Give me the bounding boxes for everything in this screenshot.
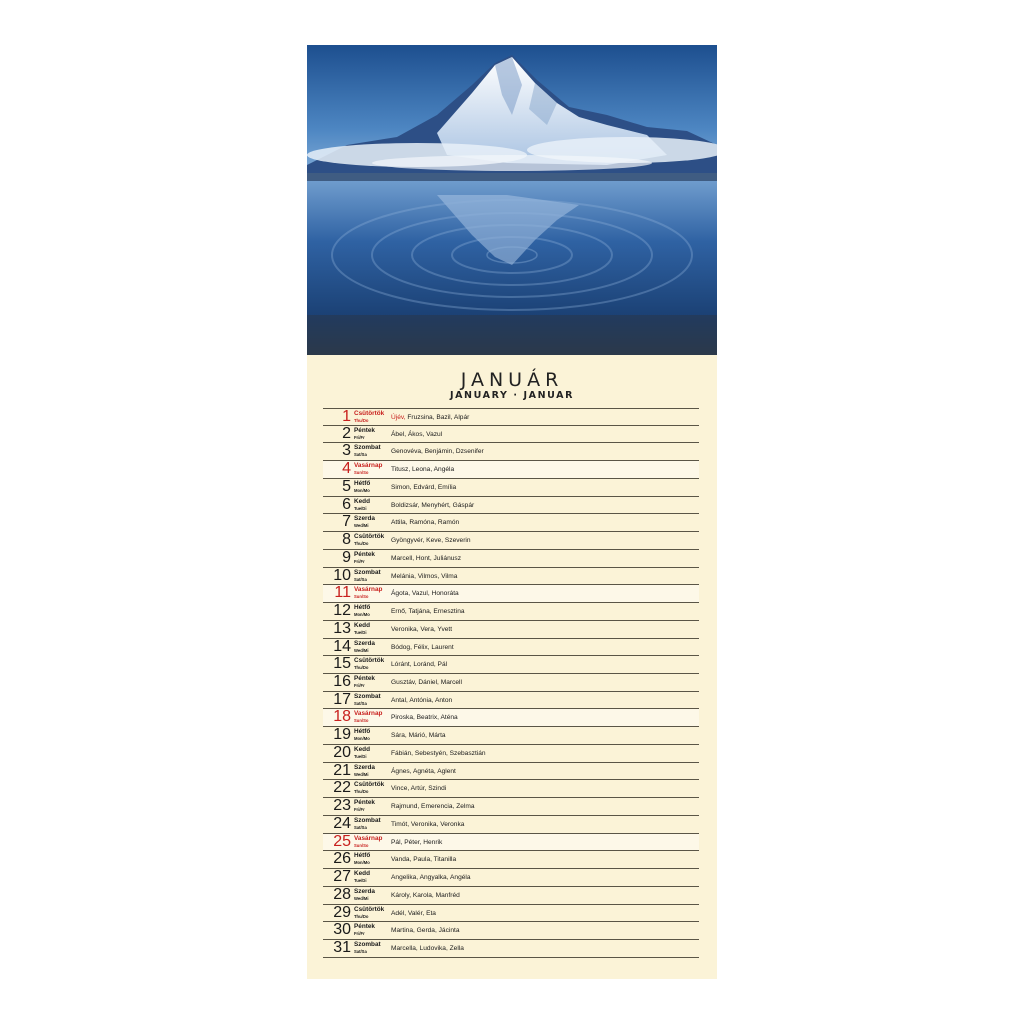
day-row bbox=[323, 692, 699, 710]
day-list bbox=[323, 408, 699, 958]
day-name: Szerda bbox=[354, 887, 375, 895]
name-day-list: Károly, Karola, Manfréd bbox=[391, 891, 460, 899]
day-number: 2 bbox=[342, 424, 351, 442]
day-name: Kedd bbox=[354, 621, 370, 629]
name-days bbox=[391, 483, 456, 492]
day-abbreviation: Fri/Fr bbox=[354, 558, 365, 564]
name-days bbox=[391, 696, 452, 705]
day-name: Szombat bbox=[354, 444, 381, 452]
day-abbreviation: Sat/Sa bbox=[354, 452, 367, 458]
name-days bbox=[391, 749, 486, 758]
day-number: 17 bbox=[333, 690, 351, 708]
day-number: 26 bbox=[333, 850, 351, 868]
name-days bbox=[391, 767, 456, 776]
day-name: Péntek bbox=[354, 675, 375, 683]
day-name: Szerda bbox=[354, 639, 375, 647]
day-name: Vasárnap bbox=[354, 710, 383, 718]
day-abbreviation: Sun/So bbox=[354, 842, 369, 848]
day-abbreviation: Wed/Mi bbox=[354, 895, 369, 901]
day-name: Péntek bbox=[354, 550, 375, 558]
mountain-lake-photo bbox=[307, 45, 717, 355]
name-days bbox=[391, 430, 442, 439]
day-abbreviation: Thu/Do bbox=[354, 541, 369, 547]
name-days bbox=[391, 820, 464, 829]
day-row bbox=[323, 816, 699, 834]
day-row bbox=[323, 603, 699, 621]
day-abbreviation: Sat/Sa bbox=[354, 824, 367, 830]
name-days bbox=[391, 926, 460, 935]
day-number: 21 bbox=[333, 761, 351, 779]
day-number: 16 bbox=[333, 673, 351, 691]
day-row bbox=[323, 869, 699, 887]
name-days bbox=[391, 802, 475, 811]
day-row bbox=[323, 461, 699, 479]
day-number: 18 bbox=[333, 708, 351, 726]
day-abbreviation: Sat/Sa bbox=[354, 700, 367, 706]
day-abbreviation: Thu/Do bbox=[354, 789, 369, 795]
day-name: Csütörtök bbox=[354, 410, 385, 417]
day-abbreviation: Thu/Do bbox=[354, 665, 369, 671]
name-day-list: Ábel, Ákos, Vazul bbox=[391, 430, 443, 438]
day-name: Vasárnap bbox=[354, 586, 383, 594]
name-day-list: Marcell, Hont, Juliánusz bbox=[391, 554, 461, 562]
month-title: JANUÁR bbox=[460, 369, 564, 391]
name-days bbox=[391, 873, 471, 882]
day-row bbox=[323, 905, 699, 923]
day-name: Péntek bbox=[354, 426, 375, 434]
name-day-list: Adél, Valér, Eta bbox=[391, 909, 436, 917]
name-day-list: Genovéva, Benjámin, Dzsenifer bbox=[391, 448, 484, 456]
day-abbreviation: Sat/Sa bbox=[354, 949, 367, 955]
name-days bbox=[391, 731, 446, 740]
name-day-list: Lóránt, Loránd, Pál bbox=[391, 661, 448, 669]
day-abbreviation: Fri/Fr bbox=[354, 683, 365, 689]
name-days bbox=[391, 855, 456, 864]
day-name: Péntek bbox=[354, 923, 375, 931]
name-days bbox=[391, 784, 446, 793]
day-name: Kedd bbox=[354, 870, 370, 878]
day-abbreviation: Sun/So bbox=[354, 718, 369, 724]
name-days bbox=[391, 660, 447, 669]
day-row bbox=[323, 763, 699, 781]
day-row bbox=[323, 568, 699, 586]
day-row bbox=[323, 514, 699, 532]
day-abbreviation: Mon/Mo bbox=[354, 612, 370, 618]
day-number: 11 bbox=[334, 584, 351, 602]
name-day-list: Boldizsár, Menyhért, Gáspár bbox=[391, 501, 475, 509]
day-name: Hétfő bbox=[354, 604, 371, 612]
name-days bbox=[391, 625, 452, 634]
name-days bbox=[391, 607, 465, 616]
day-abbreviation: Sun/So bbox=[354, 594, 369, 600]
day-number: 31 bbox=[333, 939, 351, 957]
day-number: 5 bbox=[342, 477, 351, 495]
day-name: Szombat bbox=[354, 941, 381, 949]
month-subtitle: JANUARY · JANUAR bbox=[449, 390, 575, 401]
day-abbreviation: Thu/Do bbox=[354, 418, 369, 423]
name-days bbox=[391, 589, 459, 598]
day-row bbox=[323, 550, 699, 568]
wall-calendar bbox=[307, 45, 717, 979]
name-day-list: Fruzsina, Bazil, Alpár bbox=[407, 414, 470, 421]
name-days bbox=[391, 447, 484, 456]
day-row bbox=[323, 408, 699, 426]
day-row bbox=[323, 798, 699, 816]
day-name: Hétfő bbox=[354, 852, 371, 860]
name-day-list: Bódog, Félix, Laurent bbox=[391, 643, 454, 651]
day-number: 22 bbox=[333, 779, 351, 797]
day-name: Vasárnap bbox=[354, 834, 383, 842]
day-number: 30 bbox=[333, 921, 351, 939]
day-number: 23 bbox=[333, 797, 351, 815]
day-abbreviation: Sat/Sa bbox=[354, 576, 367, 582]
name-days bbox=[391, 643, 454, 652]
day-name: Csütörtök bbox=[354, 781, 385, 789]
day-number: 3 bbox=[342, 442, 351, 460]
day-row bbox=[323, 834, 699, 852]
name-day-list: Gusztáv, Dániel, Marcell bbox=[391, 679, 462, 687]
day-number: 1 bbox=[342, 408, 351, 425]
day-abbreviation: Tue/Di bbox=[354, 505, 367, 511]
day-abbreviation: Fri/Fr bbox=[354, 434, 365, 440]
day-number: 27 bbox=[333, 868, 351, 886]
day-number: 24 bbox=[333, 814, 351, 832]
day-number: 10 bbox=[333, 566, 351, 584]
day-row bbox=[323, 479, 699, 497]
name-day-list: Attila, Ramóna, Ramón bbox=[391, 519, 460, 527]
day-number: 20 bbox=[333, 743, 351, 761]
name-day-list: Pál, Péter, Henrik bbox=[391, 838, 443, 846]
day-number: 25 bbox=[333, 832, 351, 850]
name-days bbox=[391, 678, 462, 687]
name-days bbox=[391, 554, 461, 563]
day-number: 14 bbox=[333, 637, 351, 655]
day-row bbox=[323, 639, 699, 657]
day-row bbox=[323, 585, 699, 603]
name-day-list: Melánia, Vilmos, Vilma bbox=[391, 572, 458, 580]
day-row bbox=[323, 940, 699, 958]
name-day-list: Vince, Artúr, Szindi bbox=[391, 785, 447, 793]
day-abbreviation: Tue/Di bbox=[354, 753, 367, 759]
name-day-list: Antal, Antónia, Anton bbox=[391, 696, 453, 704]
day-number: 13 bbox=[333, 619, 351, 637]
day-row bbox=[323, 621, 699, 639]
name-day-list: Timót, Veronika, Veronka bbox=[391, 820, 465, 828]
name-day-list: Ágota, Vazul, Honoráta bbox=[391, 590, 459, 598]
day-name: Vasárnap bbox=[354, 462, 383, 470]
day-abbreviation: Mon/Mo bbox=[354, 487, 370, 493]
name-day-list: Martina, Gerda, Jácinta bbox=[391, 927, 460, 935]
name-days bbox=[391, 838, 442, 847]
day-name: Hétfő bbox=[354, 728, 371, 736]
name-day-list: Fábián, Sebestyén, Szebasztián bbox=[391, 749, 486, 757]
day-number: 29 bbox=[333, 903, 351, 921]
day-abbreviation: Fri/Fr bbox=[354, 931, 365, 937]
name-days bbox=[391, 501, 474, 510]
day-name: Szombat bbox=[354, 816, 381, 824]
day-row bbox=[323, 709, 699, 727]
day-name: Szombat bbox=[354, 692, 381, 700]
day-abbreviation: Wed/Mi bbox=[354, 647, 369, 653]
name-days bbox=[391, 891, 460, 900]
holiday-label: Újév, bbox=[391, 414, 406, 421]
name-day-list: Ernő, Tatjána, Ernesztina bbox=[391, 608, 465, 616]
day-row bbox=[323, 745, 699, 763]
day-abbreviation: Wed/Mi bbox=[354, 523, 369, 529]
day-number: 8 bbox=[342, 531, 351, 549]
day-number: 9 bbox=[342, 548, 351, 566]
day-number: 28 bbox=[333, 885, 351, 903]
day-name: Csütörtök bbox=[354, 905, 385, 913]
day-row bbox=[323, 887, 699, 905]
day-row bbox=[323, 674, 699, 692]
day-abbreviation: Mon/Mo bbox=[354, 860, 370, 866]
day-name: Szerda bbox=[354, 515, 375, 523]
day-row bbox=[323, 727, 699, 745]
name-day-list: Ágnes, Agnéta, Aglent bbox=[391, 767, 456, 775]
day-number: 7 bbox=[342, 513, 351, 531]
name-day-list: Vanda, Paula, Titanilla bbox=[391, 856, 457, 864]
day-abbreviation: Thu/Do bbox=[354, 913, 369, 919]
name-day-list: Simon, Edvárd, Emília bbox=[391, 483, 457, 491]
name-day-list: Marcella, Ludovika, Zella bbox=[391, 945, 464, 953]
name-days bbox=[391, 944, 464, 953]
day-abbreviation: Fri/Fr bbox=[354, 807, 365, 813]
day-number: 6 bbox=[342, 495, 351, 513]
day-abbreviation: Sun/So bbox=[354, 470, 369, 476]
day-row bbox=[323, 780, 699, 798]
day-row bbox=[323, 497, 699, 515]
day-number: 15 bbox=[333, 655, 351, 673]
day-number: 19 bbox=[333, 726, 351, 744]
day-abbreviation: Tue/Di bbox=[354, 878, 367, 884]
name-day-list: Angelika, Angyalka, Angéla bbox=[391, 874, 471, 882]
name-days bbox=[391, 518, 459, 527]
day-abbreviation: Mon/Mo bbox=[354, 736, 370, 742]
name-days bbox=[391, 572, 457, 581]
day-row bbox=[323, 922, 699, 940]
name-days bbox=[391, 413, 469, 422]
day-number: 12 bbox=[333, 602, 351, 620]
day-row bbox=[323, 532, 699, 550]
name-days bbox=[391, 713, 458, 722]
day-name: Szombat bbox=[354, 568, 381, 576]
day-row bbox=[323, 443, 699, 461]
name-day-list: Veronika, Vera, Yvett bbox=[391, 625, 453, 633]
day-row bbox=[323, 656, 699, 674]
day-abbreviation: Wed/Mi bbox=[354, 771, 369, 777]
name-days bbox=[391, 909, 436, 918]
day-name: Csütörtök bbox=[354, 533, 385, 541]
day-name: Hétfő bbox=[354, 479, 371, 487]
name-day-list: Sára, Márió, Márta bbox=[391, 732, 446, 740]
day-name: Szerda bbox=[354, 763, 375, 771]
day-name: Péntek bbox=[354, 799, 375, 807]
day-row bbox=[323, 851, 699, 869]
name-days bbox=[391, 536, 471, 545]
name-day-list: Gyöngyvér, Keve, Szeverin bbox=[391, 537, 471, 545]
day-name: Csütörtök bbox=[354, 657, 385, 665]
day-number: 4 bbox=[342, 460, 351, 478]
name-day-list: Piroska, Beatrix, Aténa bbox=[391, 714, 458, 722]
day-row bbox=[323, 426, 699, 444]
day-name: Kedd bbox=[354, 497, 370, 505]
name-day-list: Rajmund, Emerencia, Zelma bbox=[391, 803, 475, 811]
name-days bbox=[391, 465, 454, 474]
day-abbreviation: Tue/Di bbox=[354, 629, 367, 635]
name-day-list: Titusz, Leona, Angéla bbox=[391, 466, 455, 474]
day-name: Kedd bbox=[354, 745, 370, 753]
